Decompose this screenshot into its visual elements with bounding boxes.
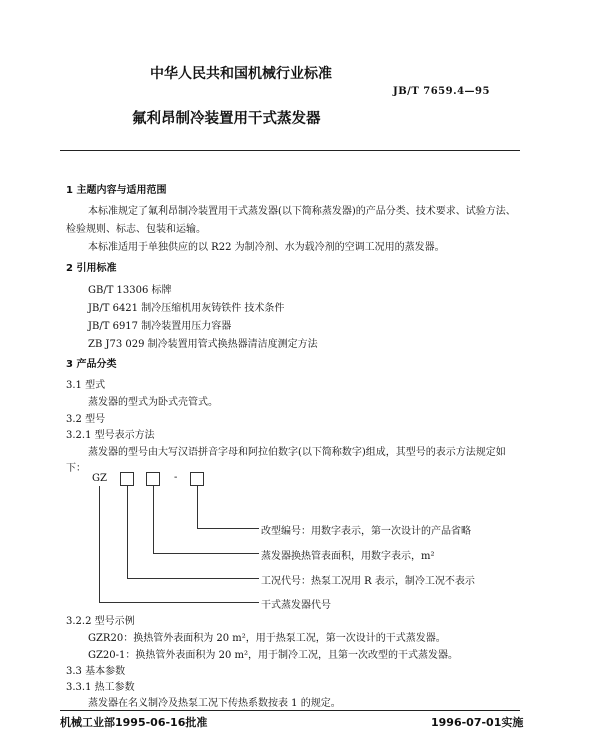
section-1-paragraph-1-line-1: 本标准规定了氟利昂制冷装置用干式蒸发器(以下简称蒸发器)的产品分类、技术要求、试验方法、 [88,206,516,217]
section-3-3-1-text: 蒸发器在名义制冷及热泵工况下传热系数按表 1 的规定。 [88,698,341,709]
reference-item: GB/T 13306 标牌 [88,285,172,296]
footer-rule [60,710,520,711]
section-3-2-2-title: 3.2.2 型号示例 [66,616,135,627]
leader-line [127,578,259,579]
section-1-paragraph-1-line-2: 检验规则、标志、包装和运输。 [66,224,206,235]
model-example-2: GZ20-1：换热管外表面积为 20 m²，用于制冷工况，且第一次改型的干式蒸发器。 [88,650,458,661]
header-rule [60,150,520,151]
code-box-revision [190,472,204,486]
section-3-2-1-line-2: 下： [66,463,86,474]
code-box-area [146,472,160,486]
approval-date: 机械工业部1995-06-16批准 [60,716,208,729]
section-3-2-title: 3.2 型号 [66,414,106,425]
implementation-date: 1996-07-01实施 [431,716,524,729]
label-surface-area: 蒸发器换热管表面积，用数字表示，m² [261,551,435,562]
code-box-condition [120,472,134,486]
section-3-3-1-title: 3.3.1 热工参数 [66,682,135,693]
leader-line [153,553,259,554]
section-1-paragraph-2: 本标准适用于单独供应的以 R22 为制冷剂、水为载冷剂的空调工况用的蒸发器。 [88,242,445,253]
leader-line [197,486,198,528]
section-3-heading: 3 产品分类 [66,359,117,370]
leader-line [197,528,259,529]
leader-line [153,486,154,553]
section-1-heading: 1 主题内容与适用范围 [66,185,167,196]
standard-number: JB/T 7659.4—95 [393,86,490,97]
model-dash: - [174,472,178,483]
section-3-2-1-line-1: 蒸发器的型号由大写汉语拼音字母和阿拉伯数字(以下简称数字)组成，其型号的表示方法规定如 [88,447,506,458]
section-3-1-title: 3.1 型式 [66,380,106,391]
reference-item: ZB J73 029 制冷装置用管式换热器清洁度测定方法 [88,339,318,350]
section-3-1-text: 蒸发器的型式为卧式壳管式。 [88,397,218,408]
label-revision-number: 改型编号：用数字表示，第一次设计的产品省略 [261,526,471,537]
label-condition-code: 工况代号：热泵工况用 R 表示，制冷工况不表示 [261,576,475,587]
leader-line [99,602,259,603]
model-example-1: GZR20：换热管外表面积为 20 m²，用于热泵工况，第一次设计的干式蒸发器。 [88,633,446,644]
label-dry-evaporator-code: 干式蒸发器代号 [261,600,331,611]
section-3-3-title: 3.3 基本参数 [66,666,126,677]
reference-item: JB/T 6917 制冷装置用压力容器 [88,321,232,332]
section-2-heading: 2 引用标准 [66,263,117,274]
reference-item: JB/T 6421 制冷压缩机用灰铸铁件 技术条件 [88,303,285,314]
org-title: 中华人民共和国机械行业标准 [150,66,332,82]
leader-line [99,486,100,602]
document-title: 氟利昂制冷装置用干式蒸发器 [132,111,321,127]
section-3-2-1-title: 3.2.1 型号表示方法 [66,430,155,441]
model-prefix: GZ [92,473,107,484]
leader-line [127,486,128,578]
